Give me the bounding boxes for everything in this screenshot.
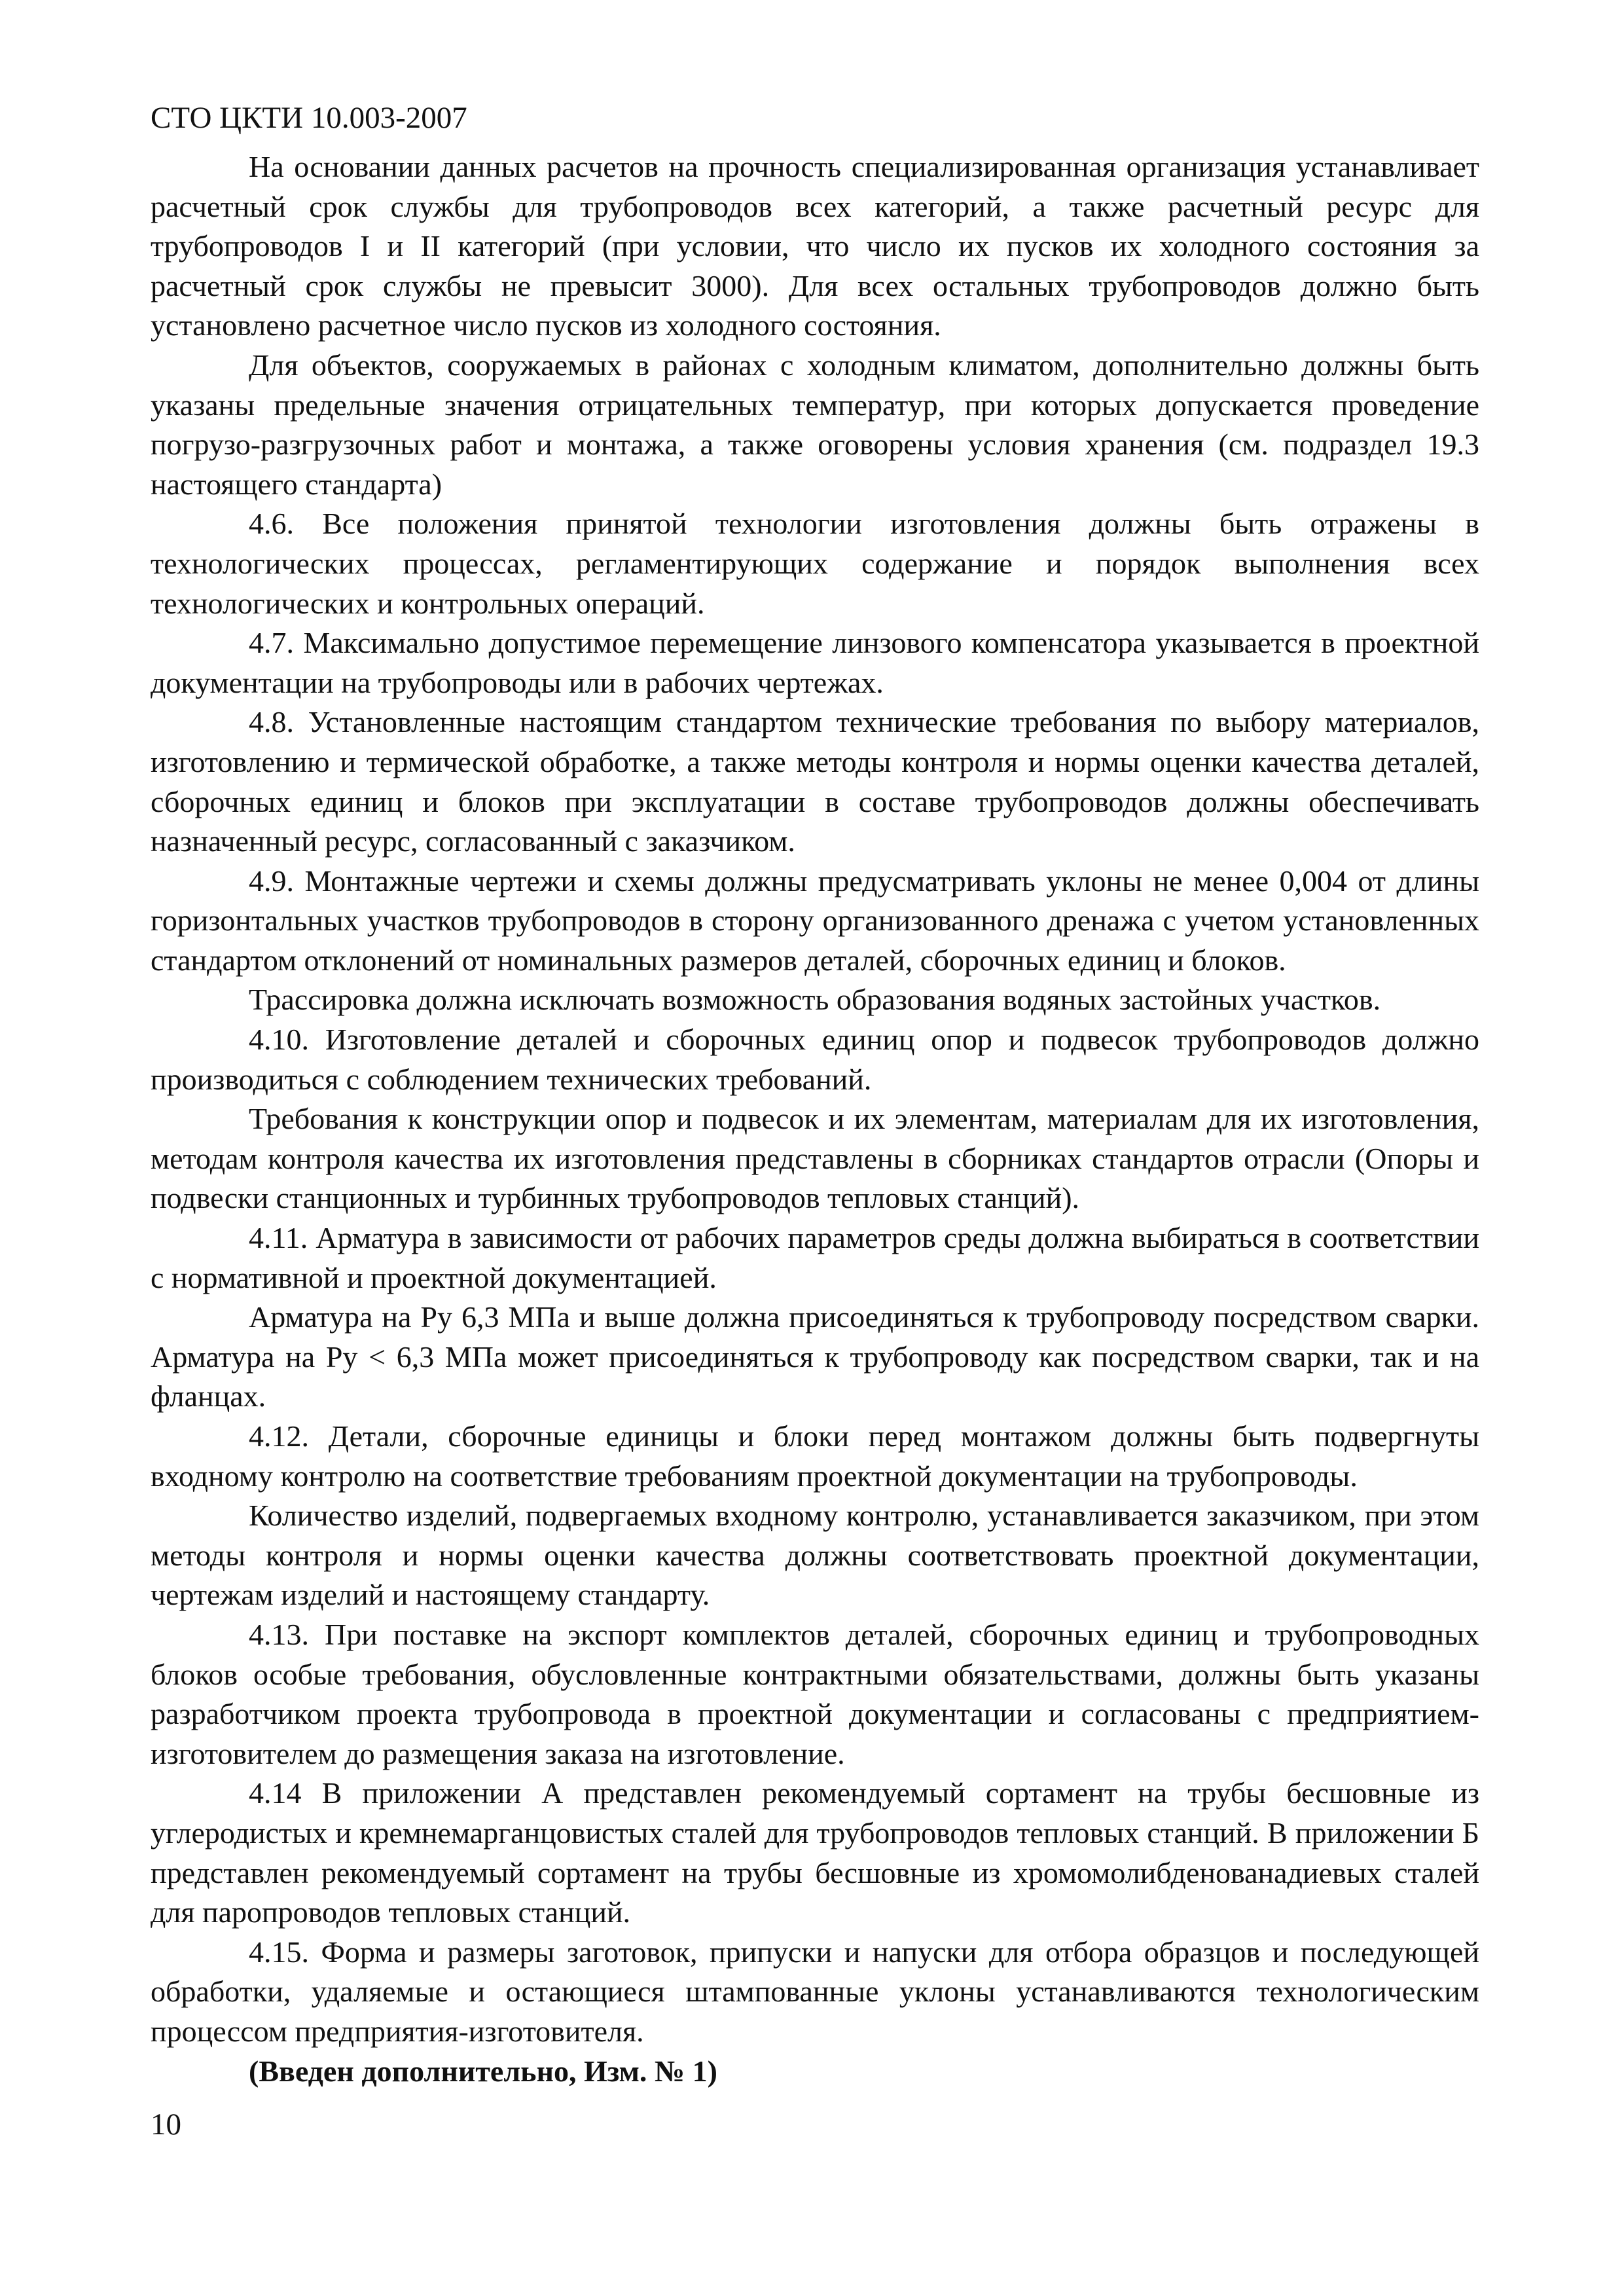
- paragraph: 4.10. Изготовление деталей и сборочных единиц опор и подвесок трубопроводов должно производиться с соблюдением технических требований.: [151, 1023, 1479, 1096]
- amendment-note: (Введен дополнительно, Изм. № 1): [249, 2054, 717, 2088]
- paragraph: 4.13. При поставке на экспорт комплектов деталей, сборочных единиц и трубопроводных блоков особые требования, обусловленные контрактными обязательствами, должны быть указаны разработчиком проекта трубопровода в проектной документации и согласованы с предприятием-изготовителем до размещения заказа на изготовление.: [151, 1617, 1479, 1770]
- paragraph: Количество изделий, подвергаемых входному контролю, устанавливается заказчиком, при этом методы контроля и нормы оценки качества должны соответствовать проектной документации, чертежам изделий и настоящему стандарту.: [151, 1499, 1479, 1612]
- document-header: [151, 98, 467, 137]
- paragraph: Требования к конструкции опор и подвесок и их элементам, материалам для их изготовления, методам контроля качества их изготовления представлены в сборниках стандартов отрасли (Опоры и подвески станционных и турбинных трубопроводов тепловых станций).: [151, 1102, 1479, 1215]
- paragraph: 4.8. Установленные настоящим стандартом технические требования по выбору материалов, изготовлению и термической обработке, а также методы контроля и нормы оценки качества деталей, сборочных единиц и блоков при эксплуатации в составе трубопроводов должны обеспечивать назначенный ресурс, согласованный с заказчиком.: [151, 705, 1479, 858]
- paragraph: Для объектов, сооружаемых в районах с холодным климатом, дополнительно должны быть указаны предельные значения отрицательных температур, при которых допускается проведение погрузо-разгрузочных работ и монтажа, а также оговорены условия хранения (см. подраздел 19.3 настоящего стандарта): [151, 348, 1479, 501]
- paragraph: 4.14 В приложении А представлен рекомендуемый сортамент на трубы бесшовные из углеродистых и кремнемарганцовистых сталей для трубопроводов тепловых станций. В приложении Б представлен рекомендуемый сортамент на трубы бесшовные из хромомолибденованадиевых сталей для паропроводов тепловых станций.: [151, 1776, 1479, 1929]
- paragraph: 4.6. Все положения принятой технологии изготовления должны быть отражены в технологических процессах, регламентирующих содержание и порядок выполнения всех технологических и контрольных операций.: [151, 507, 1479, 620]
- paragraph: 4.15. Форма и размеры заготовок, припуски и напуски для отбора образцов и последующей обработки, удаляемые и остающиеся штампованные уклоны устанавливаются технологическим процессом предприятия-изготовителя.: [151, 1935, 1479, 2048]
- paragraph: 4.11. Арматура в зависимости от рабочих параметров среды должна выбираться в соответствии с нормативной и проектной документацией.: [151, 1221, 1479, 1294]
- paragraph: Арматура на Ру 6,3 МПа и выше должна присоединяться к трубопроводу посредством сварки. Арматура на Ру < 6,3 МПа может присоединяться к трубопроводу как посредством сварки, так и на фланцах.: [151, 1300, 1479, 1413]
- paragraph: На основании данных расчетов на прочность специализированная организация устанавливает расчетный срок службы для трубопроводов всех категорий, а также расчетный ресурс для трубопроводов I и II категорий (при условии, что число их пусков их холодного состояния за расчетный срок службы не превысит 3000). Для всех остальных трубопроводов должно быть установлено расчетное число пусков из холодного состояния.: [151, 150, 1479, 342]
- page-number: 10: [151, 2107, 181, 2141]
- paragraph: 4.7. Максимально допустимое перемещение линзового компенсатора указывается в проектной документации на трубопроводы или в рабочих чертежах.: [151, 626, 1479, 699]
- standard-id: СТО ЦКТИ 10.003-2007: [151, 101, 467, 135]
- document-body: [151, 147, 1479, 2091]
- paragraph: 4.9. Монтажные чертежи и схемы должны предусматривать уклоны не менее 0,004 от длины горизонтальных участков трубопроводов в сторону организованного дренажа с учетом установленных стандартом отклонений от номинальных размеров деталей, сборочных единиц и блоков.: [151, 864, 1479, 977]
- paragraph: Трассировка должна исключать возможность образования водяных застойных участков.: [249, 983, 1381, 1017]
- paragraph: 4.12. Детали, сборочные единицы и блоки перед монтажом должны быть подвергнуты входному контролю на соответствие требованиям проектной документации на трубопроводы.: [151, 1419, 1479, 1493]
